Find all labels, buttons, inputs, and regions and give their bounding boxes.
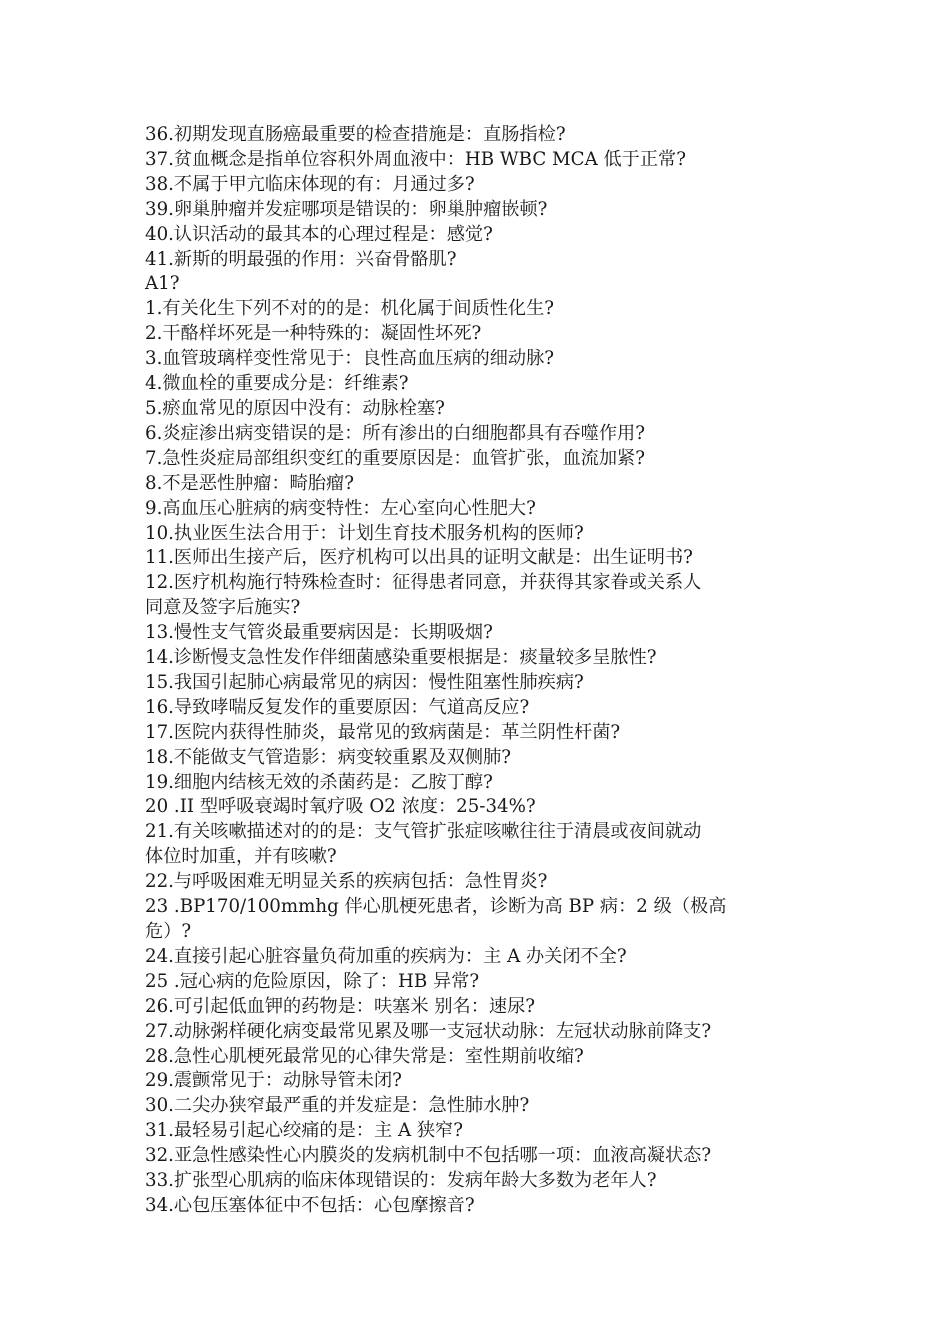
text-line: 15.我国引起肺心病最常见的病因：慢性阻塞性肺疾病? [145, 671, 584, 693]
text-line: 12.医疗机构施行特殊检查时：征得患者同意，并获得其家眷或关系人 [145, 572, 702, 594]
text-line: 31.最轻易引起心绞痛的是：主 A 狭窄? [145, 1120, 463, 1142]
document-body [145, 123, 825, 1219]
text-line: 同意及签字后施实? [145, 597, 301, 619]
text-line: 22.与呼吸困难无明显关系的疾病包括：急性胃炎? [145, 871, 548, 893]
text-line: 体位时加重，并有咳嗽? [145, 846, 337, 868]
text-line: 27.动脉粥样硬化病变最常见累及哪一支冠状动脉：左冠状动脉前降支? [145, 1020, 712, 1042]
text-line: 1.有关化生下列不对的的是：机化属于间质性化生? [145, 298, 555, 320]
text-line: A1? [145, 273, 180, 295]
text-line: 7.急性炎症局部组织变红的重要原因是：血管扩张，血流加紧? [145, 447, 645, 469]
text-line: 30.二尖办狭窄最严重的并发症是：急性肺水肿? [145, 1095, 530, 1117]
text-line: 37.贫血概念是指单位容积外周血液中：HB WBC MCA 低于正常? [145, 148, 686, 170]
text-line: 38.不属于甲亢临床体现的有：月通过多? [145, 173, 475, 195]
text-line: 危）? [145, 921, 192, 942]
text-line: 6.炎症渗出病变错误的是：所有渗出的白细胞都具有吞噬作用? [145, 422, 645, 444]
text-line: 24.直接引起心脏容量负荷加重的疾病为：主 A 办关闭不全? [145, 945, 627, 967]
text-line: 23 .BP170/100mmhg 伴心肌梗死患者，诊断为高 BP 病：2 级（极高 [145, 896, 727, 918]
text-line: 13.慢性支气管炎最重要病因是：长期吸烟? [145, 622, 493, 644]
text-line: 17.医院内获得性肺炎，最常见的致病菌是：革兰阴性杆菌? [145, 721, 621, 743]
text-line: 18.不能做支气管造影：病变较重累及双侧肺? [145, 746, 512, 768]
text-line: 16.导致哮喘反复发作的重要原因：气道高反应? [145, 696, 530, 718]
text-line: 28.急性心肌梗死最常见的心律失常是：室性期前收缩? [145, 1045, 584, 1067]
text-line: 33.扩张型心肌病的临床体现错误的：发病年龄大多数为老年人? [145, 1170, 657, 1192]
text-line: 9.高血压心脏病的病变特性：左心室向心性肥大? [145, 497, 536, 519]
text-line: 29.震颤常见于：动脉导管未闭? [145, 1070, 402, 1092]
text-line: 39.卵巢肿瘤并发症哪项是错误的：卵巢肿瘤嵌顿? [145, 198, 548, 220]
text-line: 19.细胞内结核无效的杀菌药是：乙胺丁醇? [145, 771, 493, 793]
text-line: 25 .冠心病的危险原因，除了：HB 异常? [145, 970, 480, 992]
text-line: 3.血管玻璃样变性常见于：良性高血压病的细动脉? [145, 348, 555, 370]
text-line: 34.心包压塞体征中不包括：心包摩擦音? [145, 1194, 475, 1216]
text-line: 8.不是恶性肿瘤：畸胎瘤? [145, 472, 354, 494]
text-line: 11.医师出生接产后，医疗机构可以出具的证明文献是：出生证明书? [145, 547, 693, 569]
text-line: 36.初期发现直肠癌最重要的检查措施是：直肠指检? [145, 124, 566, 145]
text-line: 10.执业医生法合用于：计划生育技术服务机构的医师? [145, 522, 584, 544]
text-line: 5.瘀血常见的原因中没有：动脉栓塞? [145, 397, 445, 419]
text-line: 14.诊断慢支急性发作伴细菌感染重要根据是：痰量较多呈脓性? [145, 647, 657, 669]
text-line: 32.亚急性感染性心内膜炎的发病机制中不包括哪一项：血液高凝状态? [145, 1145, 712, 1167]
text-line: 2.干酪样坏死是一种特殊的：凝固性坏死? [145, 323, 482, 345]
text-line: 26.可引起低血钾的药物是：呋塞米 别名：速尿? [145, 995, 536, 1017]
text-line: 21.有关咳嗽描述对的的是：支气管扩张症咳嗽往往于清晨或夜间就动 [145, 821, 702, 843]
text-line: 4.微血栓的重要成分是：纤维素? [145, 373, 409, 395]
text-line: 40.认识活动的最其本的心理过程是：感觉? [145, 223, 493, 245]
text-line: 20 .II 型呼吸衰竭时氧疗吸 O2 浓度：25-34%? [145, 796, 536, 818]
text-line: 41.新斯的明最强的作用：兴奋骨骼肌? [145, 248, 457, 270]
